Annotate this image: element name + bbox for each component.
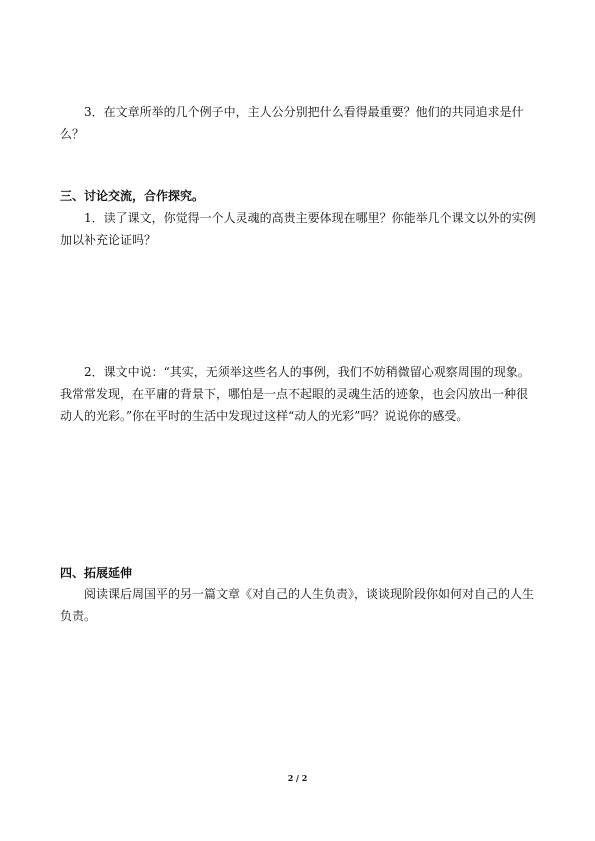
- section-3-heading: 三、讨论交流，合作探究。: [60, 189, 205, 203]
- page-number: 2 / 2: [287, 773, 308, 783]
- section-4-body: 阅读课后周国平的另一篇文章《对自己的人生负责》，谈谈现阶段你如何对自己的人生负责。: [60, 587, 535, 623]
- section-4-heading: 四、拓展延伸: [60, 566, 133, 580]
- section-3-question-1: 1．读了课文，你觉得一个人灵魂的高贵主要体现在哪里？你能举几个课文以外的实例加以补充论证吗？: [60, 211, 536, 247]
- section-3-question-2: 2．课文中说：“其实，无须举这些名人的事例，我们不妨稍微留心观察周围的现象。我常常发现，在平庸的背景下，哪怕是一点不起眼的灵魂生活的迹象，也会闪放出一种很动人的光彩。”你在平时的生活中发现过这样“动人的光彩”吗？说说你的感受。: [60, 365, 530, 423]
- question-3: 3．在文章所举的几个例子中，主人公分别把什么看得最重要？他们的共同追求是什么？: [60, 105, 524, 141]
